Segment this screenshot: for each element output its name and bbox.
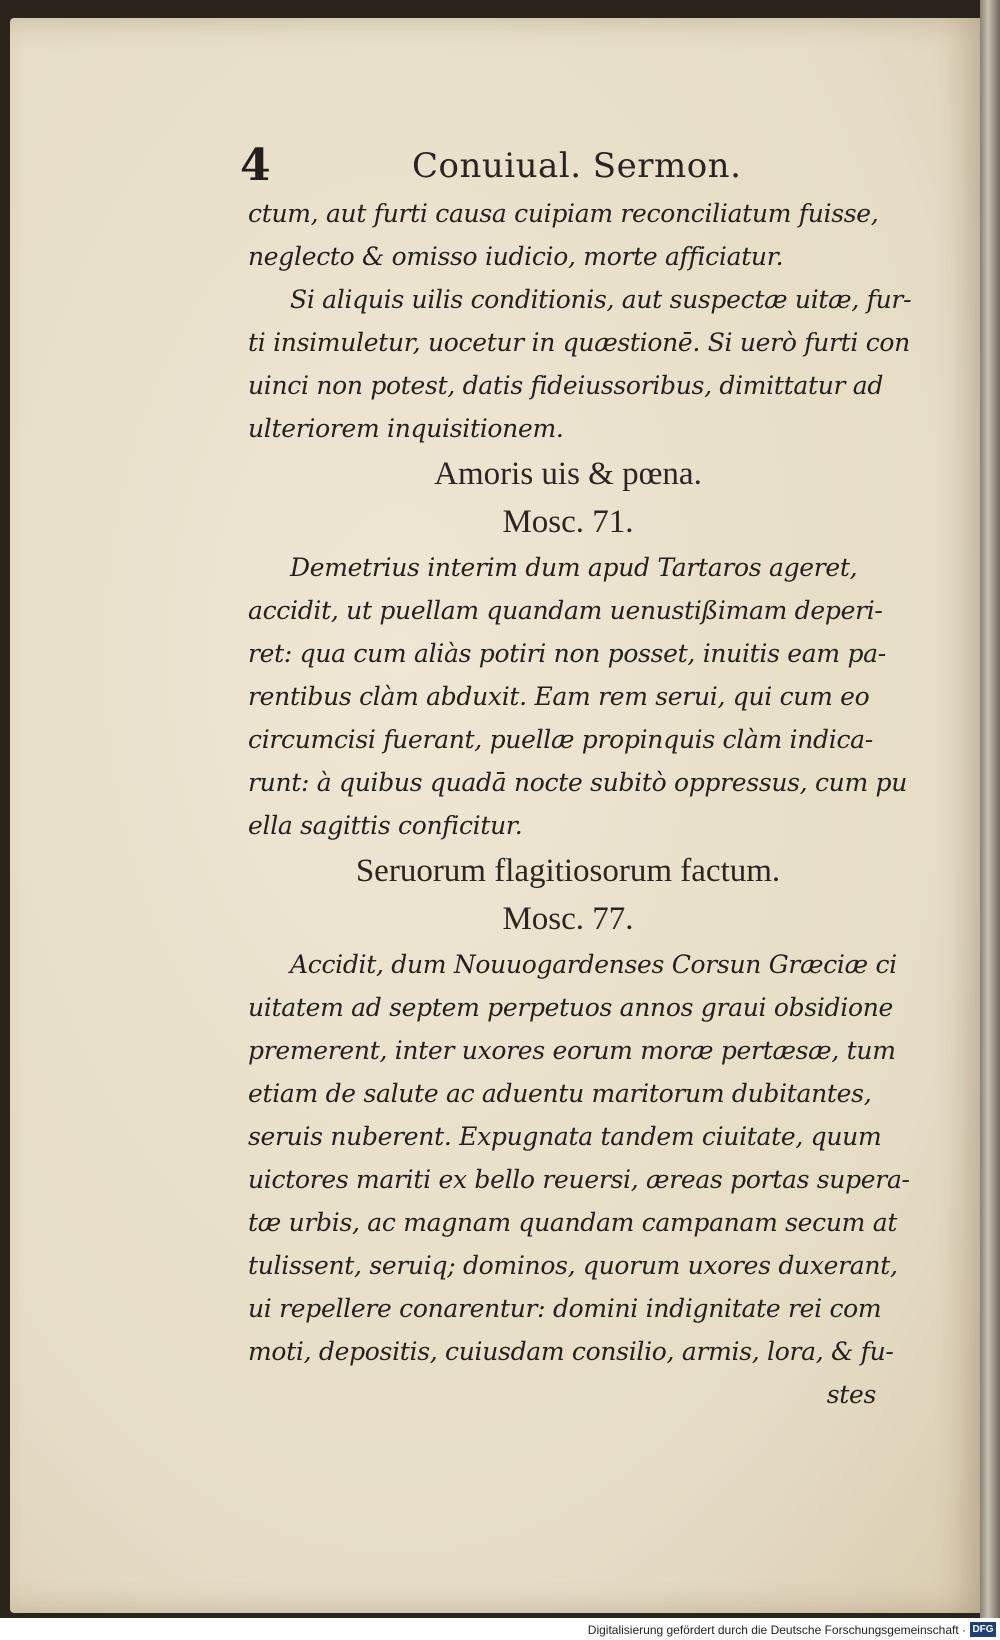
running-title: Conuiual. Sermon. — [412, 146, 742, 186]
dfg-logo-icon: DFG — [970, 1622, 996, 1637]
text-line: tulissent, seruiq; dominos, quorum uxores duxerant, — [248, 1251, 898, 1280]
section-heading: Amoris uis & pœna. — [434, 456, 702, 492]
page-number: 4 — [240, 140, 271, 191]
text-line: uitatem ad septem perpetuos annos graui obsidione — [248, 993, 894, 1022]
section-reference: Mosc. 77. — [502, 901, 634, 937]
text-line: moti, depositis, cuiusdam consilio, armis, lora, & fu- — [248, 1337, 894, 1366]
text-line: circumcisi fuerant, puellæ propinquis clàm indica- — [248, 725, 873, 754]
text-line: Demetrius interim dum apud Tartaros ageret, — [290, 553, 858, 582]
page-edge — [980, 0, 1000, 1640]
text-line: premerent, inter uxores eorum moræ pertæsæ, tum — [248, 1036, 896, 1065]
text-line: ui repellere conarentur: domini indignitate rei com — [248, 1294, 882, 1323]
text-line: seruis nuberent. Expugnata tandem ciuitate, quum — [248, 1122, 882, 1151]
text-line: accidit, ut puellam quandam uenustißimam deperi- — [248, 596, 883, 625]
text-line: ella sagittis conficitur. — [248, 811, 523, 840]
section-reference: Mosc. 71. — [502, 504, 634, 540]
page-body — [248, 192, 912, 1416]
text-line: ret: qua cum aliàs potiri non posset, inuitis eam pa- — [248, 639, 886, 668]
text-line: uinci non potest, datis fideiussoribus, dimittatur ad — [248, 371, 884, 400]
text-line: Si aliquis uilis conditionis, aut suspectæ uitæ, fur- — [290, 285, 912, 314]
text-line: ulteriorem inquisitionem. — [248, 414, 564, 443]
section-heading: Seruorum flagitiosorum factum. — [355, 853, 781, 889]
footer-bar — [0, 1618, 1000, 1640]
running-head — [240, 140, 900, 190]
text-line: Accidit, dum Nouuogardenses Corsun Græciæ ci — [290, 950, 897, 979]
text-line: etiam de salute ac aduentu maritorum dubitantes, — [248, 1079, 872, 1108]
text-line: runt: à quibus quadā nocte subitò oppressus, cum pu — [248, 768, 908, 797]
text-line: tæ urbis, ac magnam quandam campanam secum at — [248, 1208, 898, 1237]
funding-credit: Digitalisierung gefördert durch die Deutsche Forschungsgemeinschaft · — [587, 1623, 966, 1637]
text-line: uictores mariti ex bello reuersi, æreas portas supera- — [248, 1165, 910, 1194]
text-line: ctum, aut furti causa cuipiam reconciliatum fuisse, — [248, 199, 879, 228]
text-line: ti insimuletur, uocetur in quæstionē. Si uerò furti con — [248, 328, 910, 357]
text-line: neglecto & omisso iudicio, morte afficiatur. — [248, 242, 784, 271]
text-line: rentibus clàm abduxit. Eam rem serui, qui cum eo — [248, 682, 870, 711]
catchword: stes — [826, 1380, 876, 1409]
